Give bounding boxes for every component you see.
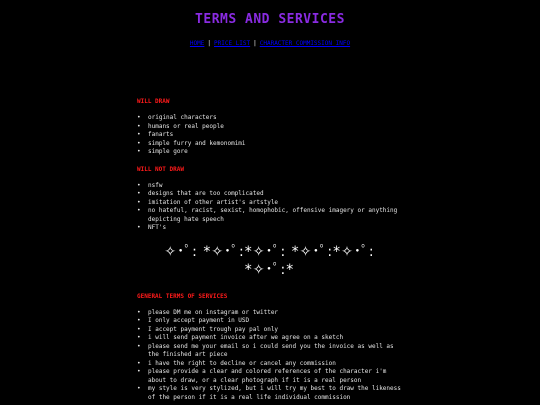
- list-item: • imitation of other artist's artstyle: [137, 199, 402, 208]
- list-item: • nsfw: [137, 182, 402, 191]
- will-not-draw-section: [137, 166, 402, 233]
- main-content: [137, 98, 402, 402]
- sparkle-divider: [117, 243, 422, 279]
- list-item: • simple furry and kemonomimi: [137, 140, 402, 149]
- list-item: • i have the right to decline or cancel any commission: [137, 360, 402, 369]
- top-nav: [0, 40, 540, 47]
- nav-separator: |: [207, 40, 211, 47]
- list-item: • designs that are too complicated: [137, 190, 402, 199]
- section-title-will-not-draw: WILL NOT DRAW: [137, 165, 184, 173]
- list-item: • please provide a clear and colored references of the character i'm about to draw, or a clear photograph if it is a real person: [137, 368, 402, 385]
- list-item: • I accept payment trough pay pal only: [137, 326, 402, 335]
- will-draw-list: [137, 114, 402, 157]
- nav-separator: |: [253, 40, 257, 47]
- general-terms-list: [137, 309, 402, 403]
- sparkle-divider-line: ✧･ﾟ: *✧･ﾟ:*✧･ﾟ: *✧･ﾟ:*✧･ﾟ:: [164, 243, 375, 260]
- list-item: • original characters: [137, 114, 402, 123]
- nav-link-price-list[interactable]: PRICE LIST: [214, 40, 251, 47]
- page-title: TERMS AND SERVICES: [195, 12, 345, 27]
- section-title-general-terms: GENERAL TERMS OF SERVICES: [137, 292, 228, 300]
- list-item: • I only accept payment in USD: [137, 317, 402, 326]
- nav-link-character-commission-info[interactable]: CHARACTER COMMISSION INFO: [259, 40, 351, 47]
- list-item: • my style is very stylized, but i will try my best to draw the likeness of the person if it is a real life individual commission: [137, 385, 402, 402]
- list-item: • i will send payment invoice after we agree on a sketch: [137, 334, 402, 343]
- list-item: • NFT's: [137, 224, 402, 233]
- general-terms-section: [137, 293, 402, 403]
- will-draw-section: [137, 98, 402, 157]
- section-title-will-draw: WILL DRAW: [137, 98, 170, 105]
- list-item: • fanarts: [137, 131, 402, 140]
- list-item: • please DM me on instagram or twitter: [137, 309, 402, 318]
- list-item: • no hateful, racist, sexist, homophobic, offensive imagery or anything depicting hate speech: [137, 207, 402, 224]
- will-not-draw-list: [137, 182, 402, 233]
- list-item: • humans or real people: [137, 123, 402, 132]
- list-item: • please send me your email so i could send you the invoice as well as the finished art piece: [137, 343, 402, 360]
- nav-link-home[interactable]: HOME: [189, 40, 205, 47]
- list-item: • simple gore: [137, 148, 402, 157]
- sparkle-divider-line: *✧･ﾟ:*: [244, 261, 295, 278]
